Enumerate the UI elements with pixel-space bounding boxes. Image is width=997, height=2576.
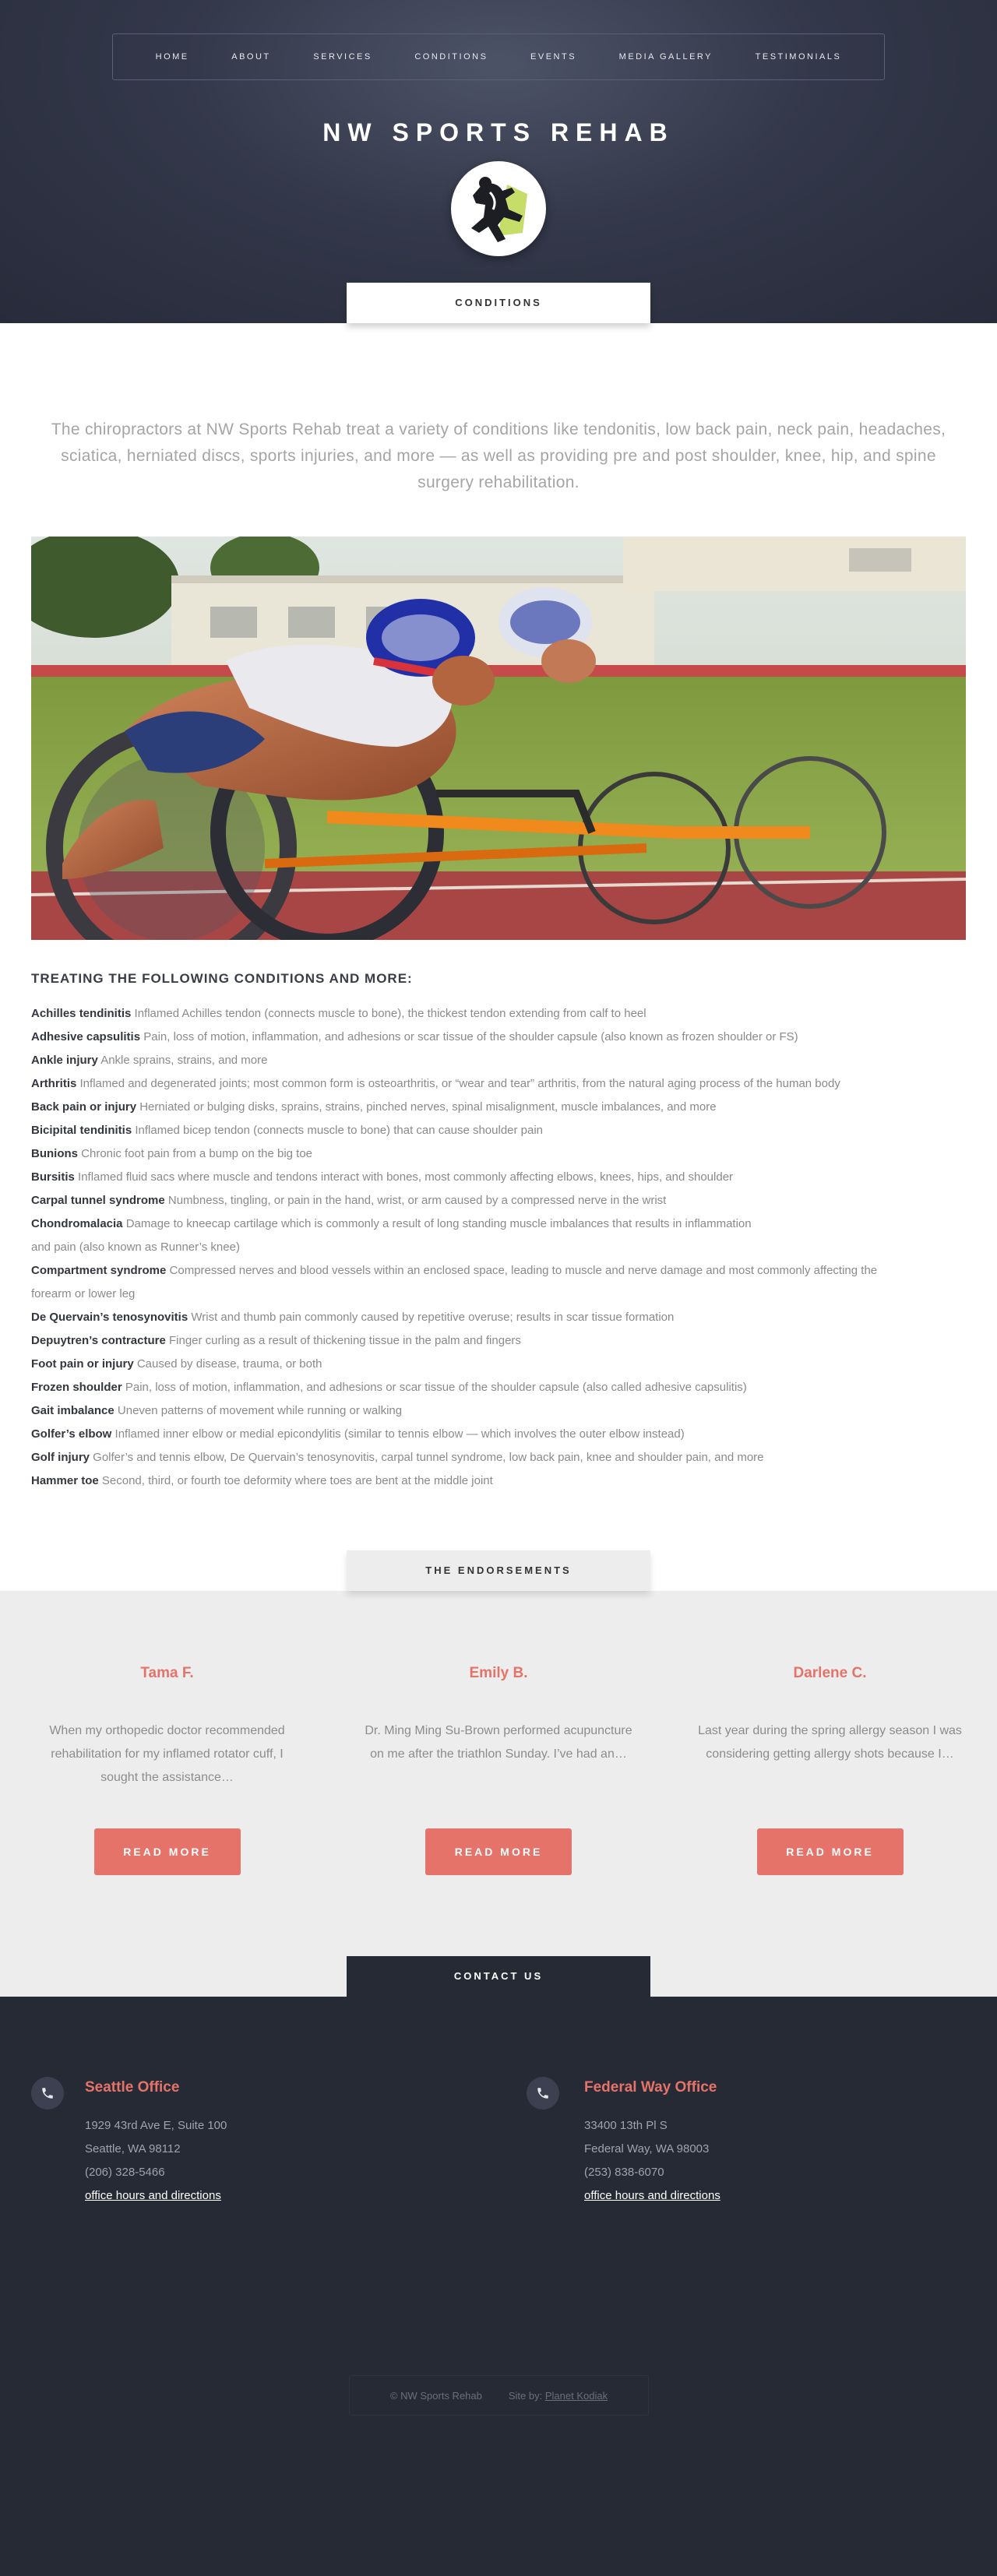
condition-desc: Inflamed inner elbow or medial epicondylitis (similar to tennis elbow — which involves the outer elbow instead) [114, 1427, 685, 1441]
testimonial-author: Darlene C. [793, 1665, 867, 1681]
conditions-list [31, 1002, 966, 1493]
condition-name: Gait imbalance [31, 1404, 114, 1417]
condition-desc: Herniated or bulging disks, sprains, strains, pinched nerves, spinal misalignment, muscle imbalances, and more [139, 1100, 717, 1114]
condition-item [31, 1423, 966, 1446]
condition-item [31, 1072, 919, 1096]
condition-desc: Inflamed and degenerated joints; most common form is osteoarthritis, or “wear and tear” arthritis, from the natural aging process of the human body [79, 1077, 840, 1090]
office-hours-link[interactable]: office hours and directions [584, 2189, 720, 2202]
office-phone[interactable]: (253) 838-6070 [584, 2166, 664, 2179]
condition-item [31, 1259, 919, 1306]
testimonial-quote: When my orthopedic doctor recommended rehabilitation for my inflamed rotator cuff, I sought the assistance… [49, 1724, 285, 1784]
footer-bar [349, 2375, 649, 2416]
condition-item [31, 1189, 966, 1212]
nav-media-gallery[interactable]: MEDIA GALLERY [618, 52, 713, 62]
condition-name: Back pain or injury [31, 1100, 137, 1114]
condition-name: Depuytren’s contracture [31, 1334, 166, 1347]
condition-name: Compartment syndrome [31, 1264, 167, 1277]
runner-logo-icon [451, 161, 546, 256]
condition-item [31, 1026, 966, 1049]
condition-name: Golfer’s elbow [31, 1427, 112, 1441]
office-address-line2: Seattle, WA 98112 [85, 2142, 181, 2155]
condition-item [31, 1049, 966, 1072]
condition-name: Arthritis [31, 1077, 77, 1090]
endorsements-tab: THE ENDORSEMENTS [347, 1550, 650, 1591]
office-address-line2: Federal Way, WA 98003 [584, 2142, 710, 2155]
condition-desc: Compressed nerves and blood vessels within an enclosed space, leading to muscle and nerve damage and most commonly affecting the forearm or lower leg [31, 1264, 878, 1300]
office-name: Federal Way Office [584, 2079, 717, 2096]
condition-desc: Finger curling as a result of thickening tissue in the palm and fingers [169, 1334, 521, 1347]
phone-icon [527, 2077, 559, 2110]
condition-name: Frozen shoulder [31, 1381, 122, 1394]
condition-item [31, 1096, 966, 1119]
site-title: NW SPORTS REHAB [322, 118, 675, 146]
testimonial-card [365, 1665, 633, 1875]
condition-name: Bursitis [31, 1170, 75, 1184]
office-name: Seattle Office [85, 2079, 180, 2096]
footer-copyright: © NW Sports Rehab [389, 2389, 482, 2402]
condition-name: Chondromalacia [31, 1217, 123, 1230]
condition-name: De Quervain’s tenosynovitis [31, 1311, 188, 1324]
nav-conditions[interactable]: CONDITIONS [414, 52, 488, 62]
conditions-intro: The chiropractors at NW Sports Rehab treat a variety of conditions like tendonitis, low back pain, neck pain, headaches, sciatica, herniated discs, sports injuries, and more — as well as providing pre and post shoulder, knee, hip, and spine surgery rehabilitation. [51, 421, 946, 491]
office-seattle [0, 2077, 498, 2208]
condition-item [31, 1329, 966, 1353]
office-hours-link[interactable]: office hours and directions [85, 2189, 221, 2202]
office-address-line1: 33400 13th Pl S [584, 2119, 668, 2132]
wheelchair-racers-photo [31, 537, 966, 940]
condition-name: Foot pain or injury [31, 1357, 134, 1371]
condition-desc: Golfer’s and tennis elbow, De Quervain’s tenosynovitis, carpal tunnel syndrome, low back pain, knee and shoulder pain, and more [93, 1451, 764, 1464]
nav-testimonials[interactable]: TESTIMONIALS [755, 52, 842, 62]
condition-desc: Numbness, tingling, or pain in the hand, wrist, or arm caused by a compressed nerve in the wrist [167, 1194, 667, 1207]
condition-name: Hammer toe [31, 1474, 99, 1487]
testimonial-card [696, 1665, 964, 1875]
office-federal-way [498, 2077, 997, 2208]
wheelchair-racers-illustration [31, 537, 966, 940]
testimonial-quote: Dr. Ming Ming Su-Brown performed acupuncture on me after the triathlon Sunday. I’ve had an… [365, 1724, 632, 1761]
condition-desc: Chronic foot pain from a bump on the big toe [81, 1147, 313, 1160]
condition-item [31, 1119, 966, 1142]
condition-desc: Inflamed Achilles tendon (connects muscle to bone), the thickest tendon extending from calf to heel [134, 1007, 646, 1020]
footer-site-by-label: Site by: [508, 2389, 543, 2402]
site-header [0, 0, 997, 323]
condition-name: Achilles tendinitis [31, 1007, 132, 1020]
nav-services[interactable]: SERVICES [313, 52, 372, 62]
nav-home[interactable]: HOME [155, 52, 189, 62]
conditions-section [0, 323, 997, 1524]
condition-item [31, 1166, 966, 1189]
main-nav [112, 33, 885, 80]
condition-item [31, 1002, 966, 1026]
footer-site-by-link[interactable]: Planet Kodiak [544, 2389, 608, 2402]
condition-item [31, 1469, 966, 1493]
condition-desc: Inflamed fluid sacs where muscle and tendons interact with bones, most commonly affecting elbows, knees, hips, and shoulder [78, 1170, 734, 1184]
endorsements-tab-band [0, 1524, 997, 1591]
conditions-heading: TREATING THE FOLLOWING CONDITIONS AND MORE: [31, 971, 413, 986]
testimonial-card [33, 1665, 301, 1875]
condition-desc: Ankle sprains, strains, and more [100, 1054, 268, 1067]
nav-about[interactable]: ABOUT [231, 52, 271, 62]
condition-item [31, 1353, 966, 1376]
testimonial-author: Emily B. [469, 1665, 528, 1681]
condition-desc: Pain, loss of motion, inflammation, and adhesions or scar tissue of the shoulder capsule (also called adhesive capsulitis) [125, 1381, 747, 1394]
condition-item [31, 1142, 966, 1166]
office-address-line1: 1929 43rd Ave E, Suite 100 [85, 2119, 227, 2132]
condition-desc: Caused by disease, trauma, or both [136, 1357, 322, 1371]
read-more-button[interactable]: READ MORE [757, 1828, 904, 1875]
condition-desc: Second, third, or fourth toe deformity where toes are bent at the middle joint [101, 1474, 493, 1487]
condition-desc: Wrist and thumb pain commonly caused by repetitive overuse; results in scar tissue formation [191, 1311, 675, 1324]
condition-name: Adhesive capsulitis [31, 1030, 141, 1043]
condition-name: Golf injury [31, 1451, 90, 1464]
condition-desc: Uneven patterns of movement while running or walking [117, 1404, 403, 1417]
condition-name: Ankle injury [31, 1054, 98, 1067]
condition-item [31, 1212, 763, 1259]
condition-desc: Pain, loss of motion, inflammation, and adhesions or scar tissue of the shoulder capsule (also known as frozen shoulder or FS) [143, 1030, 798, 1043]
runner-logo[interactable] [451, 161, 546, 256]
endorsements-section [0, 1591, 997, 1997]
nav-events[interactable]: EVENTS [530, 52, 577, 62]
condition-desc: Inflamed bicep tendon (connects muscle to bone) that can cause shoulder pain [135, 1124, 544, 1137]
conditions-tab: CONDITIONS [347, 283, 650, 323]
contact-tab: CONTACT US [347, 1956, 650, 1997]
condition-name: Bunions [31, 1147, 78, 1160]
testimonial-quote: Last year during the spring allergy season I was considering getting allergy shots because I… [698, 1724, 962, 1761]
condition-item [31, 1306, 966, 1329]
testimonial-author: Tama F. [140, 1665, 194, 1681]
condition-item [31, 1446, 966, 1469]
read-more-button[interactable]: READ MORE [425, 1828, 572, 1875]
condition-item [31, 1399, 966, 1423]
read-more-button[interactable]: READ MORE [94, 1828, 241, 1875]
office-phone[interactable]: (206) 328-5466 [85, 2166, 165, 2179]
condition-name: Carpal tunnel syndrome [31, 1194, 165, 1207]
condition-desc: Damage to kneecap cartilage which is commonly a result of long standing muscle imbalances that results in inflammation and pain (also known as Runner’s knee) [31, 1217, 752, 1254]
condition-item [31, 1376, 966, 1399]
contact-section [0, 1997, 997, 2549]
condition-name: Bicipital tendinitis [31, 1124, 132, 1137]
footer-credit [509, 2390, 608, 2402]
phone-icon [31, 2077, 64, 2110]
